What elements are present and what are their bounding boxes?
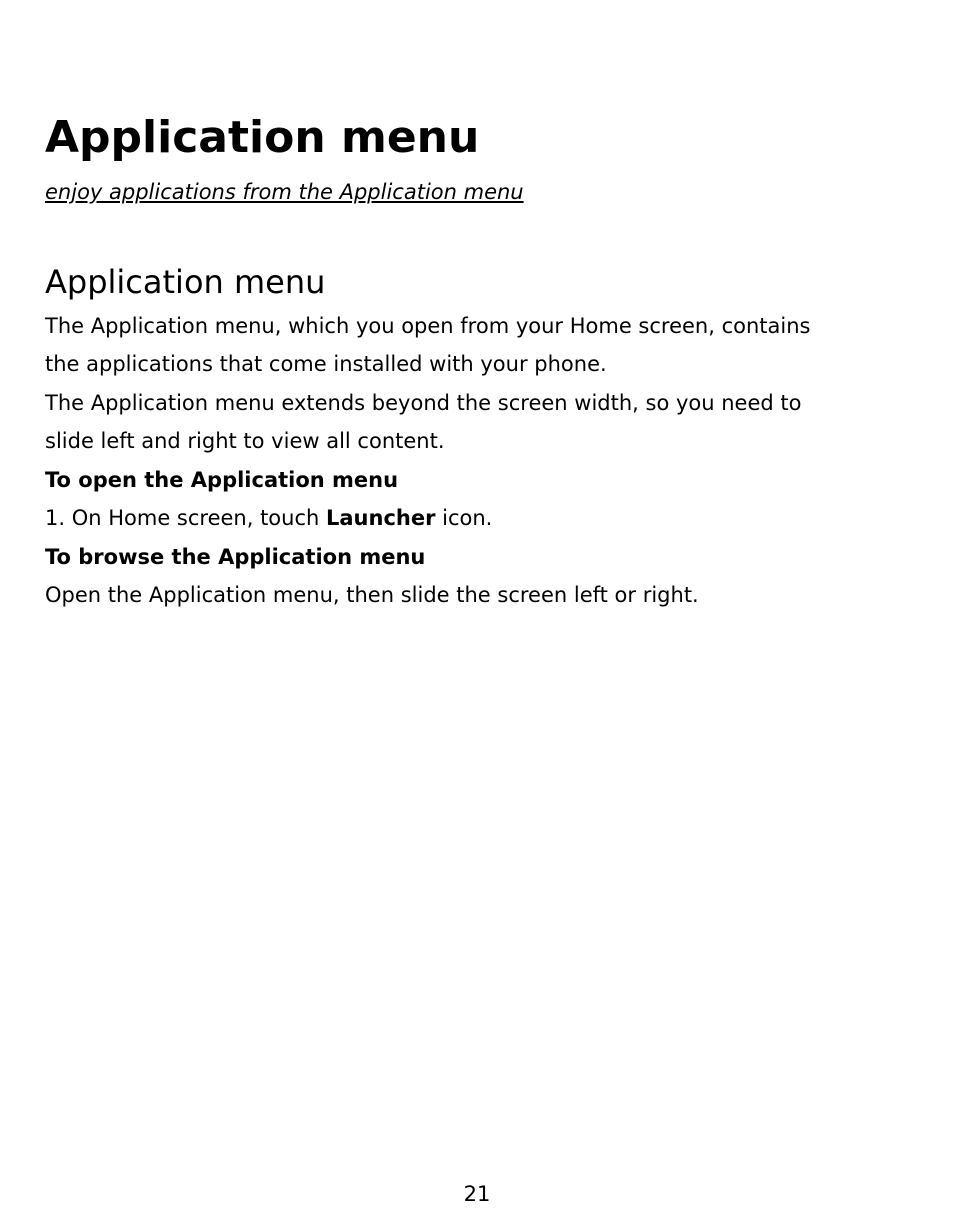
browse-menu-heading: To browse the Application menu bbox=[45, 545, 426, 569]
launcher-label: Launcher bbox=[326, 506, 436, 530]
paragraph-2-line-1: The Application menu extends beyond the screen width, so you need to bbox=[45, 391, 802, 415]
page-title: Application menu bbox=[45, 112, 480, 163]
page-subtitle: enjoy applications from the Application menu bbox=[45, 180, 524, 204]
step-1-suffix: icon. bbox=[435, 506, 493, 530]
step-1-prefix: 1. On Home screen, touch bbox=[45, 506, 326, 530]
paragraph-1-line-2: the applications that come installed with your phone. bbox=[45, 352, 607, 376]
browse-instructions: Open the Application menu, then slide the screen left or right. bbox=[45, 583, 699, 607]
paragraph-2-line-2: slide left and right to view all content. bbox=[45, 429, 445, 453]
section-heading: Application menu bbox=[45, 263, 326, 301]
page-number: 21 bbox=[463, 1182, 491, 1206]
step-1 bbox=[45, 504, 492, 532]
paragraph-1-line-1: The Application menu, which you open from your Home screen, contains bbox=[45, 314, 811, 338]
open-menu-heading: To open the Application menu bbox=[45, 468, 399, 492]
